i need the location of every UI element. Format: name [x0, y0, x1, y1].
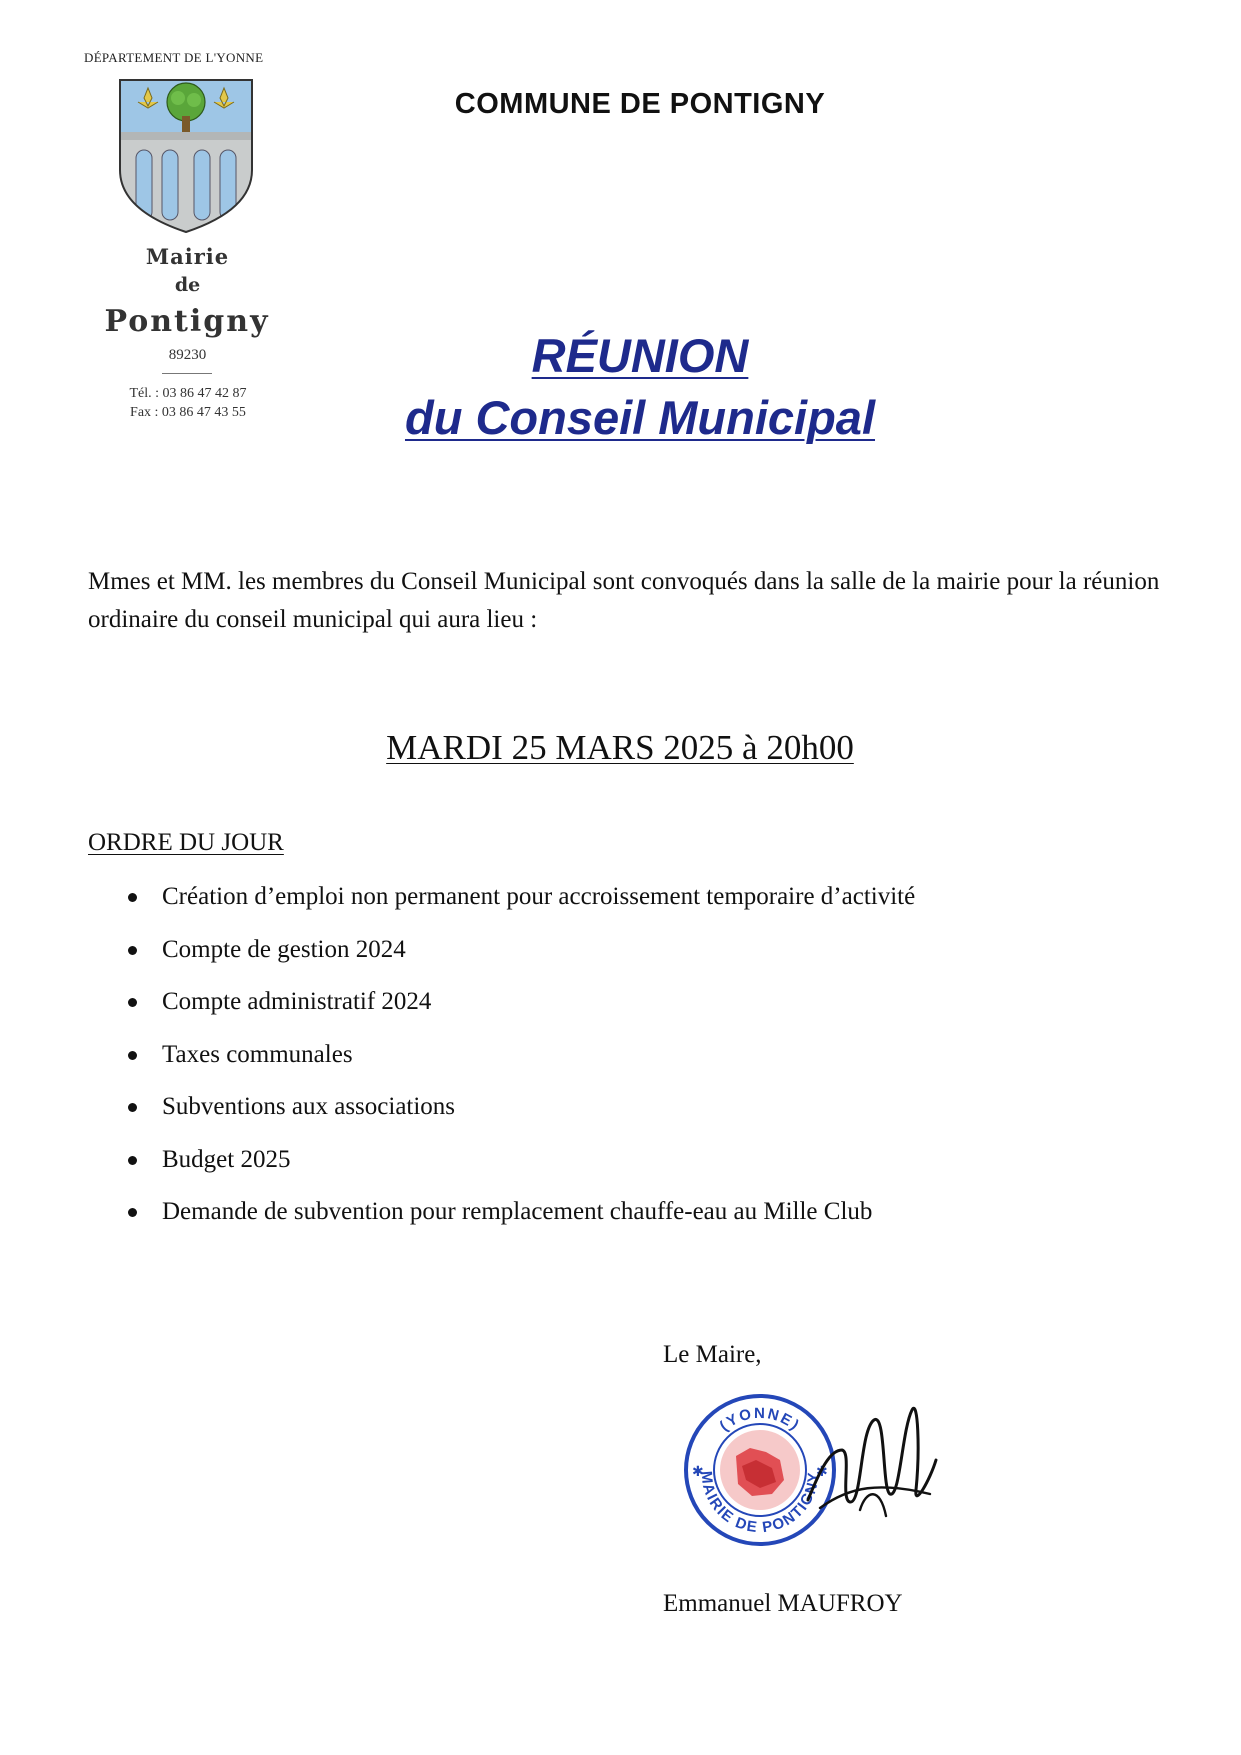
letterhead-de: de: [174, 274, 201, 296]
agenda-item-text: Compte administratif 2024: [162, 988, 432, 1015]
department-label: DÉPARTEMENT DE L'YONNE: [84, 50, 264, 65]
telephone-number: Tél. : 03 86 47 42 87: [129, 386, 247, 401]
stamp-bottom-text: MAIRIE DE PONTIGNY: [697, 1470, 823, 1537]
agenda-item: [125, 1038, 915, 1091]
fax-number: Fax : 03 86 47 43 55: [130, 405, 246, 420]
agenda-item-text: Demande de subvention pour remplacement chauffe-eau au Mille Club: [162, 1198, 873, 1225]
letterhead-town: Pontigny: [104, 304, 270, 339]
agenda-item-text: Création d’emploi non permanent pour accroissement temporaire d’activité: [162, 883, 916, 910]
title-line1-text: RÉUNION: [531, 329, 749, 382]
agenda-item-text: Compte de gestion 2024: [162, 935, 406, 963]
agenda-item: [125, 880, 915, 933]
agenda-item-text: Budget 2025: [162, 1145, 291, 1173]
intro-paragraph: Mmes et MM. les membres du Conseil Municipal sont convoqués dans la salle de la mairie pour la réunion ordinaire du conseil municipal qui aura lieu :: [88, 568, 1160, 633]
svg-text:✱: ✱: [816, 1463, 828, 1479]
bullet-icon: [128, 998, 137, 1007]
agenda-item-text: Subventions aux associations: [162, 1093, 456, 1120]
letterhead-mairie: Mairie: [145, 244, 230, 269]
stamp-top-text: (YONNE): [716, 1404, 804, 1435]
document-title-line2: [340, 390, 940, 445]
title-line2-text: du Conseil Municipal: [404, 391, 876, 444]
agenda-item-text: Taxes communales: [162, 1040, 353, 1068]
bullet-icon: [128, 946, 137, 955]
meeting-date-text: MARDI 25 MARS 2025 à 20h00: [386, 728, 854, 767]
signatory-name: Emmanuel MAUFROY: [663, 1590, 903, 1617]
coat-of-arms-icon: [118, 78, 254, 234]
postal-code: 89230: [168, 347, 207, 363]
bullet-icon: [128, 1103, 137, 1112]
agenda-item: [125, 1195, 915, 1248]
bullet-icon: [128, 1208, 137, 1217]
meeting-date: [300, 728, 940, 768]
bullet-icon: [128, 1051, 137, 1060]
agenda-list: [125, 880, 915, 1248]
document-title-line1: [360, 328, 920, 383]
bullet-icon: [128, 893, 137, 902]
agenda-item: [125, 1143, 915, 1196]
signatory-title: Le Maire,: [663, 1341, 762, 1368]
agenda-item: [125, 985, 915, 1038]
svg-text:✱: ✱: [692, 1463, 704, 1479]
handwritten-signature-icon: [790, 1390, 950, 1540]
commune-heading: COMMUNE DE PONTIGNY: [454, 88, 826, 120]
divider: [162, 373, 212, 374]
agenda-heading: ORDRE DU JOUR: [88, 829, 284, 856]
agenda-item: [125, 933, 915, 986]
bullet-icon: [128, 1156, 137, 1165]
agenda-item: [125, 1090, 915, 1143]
